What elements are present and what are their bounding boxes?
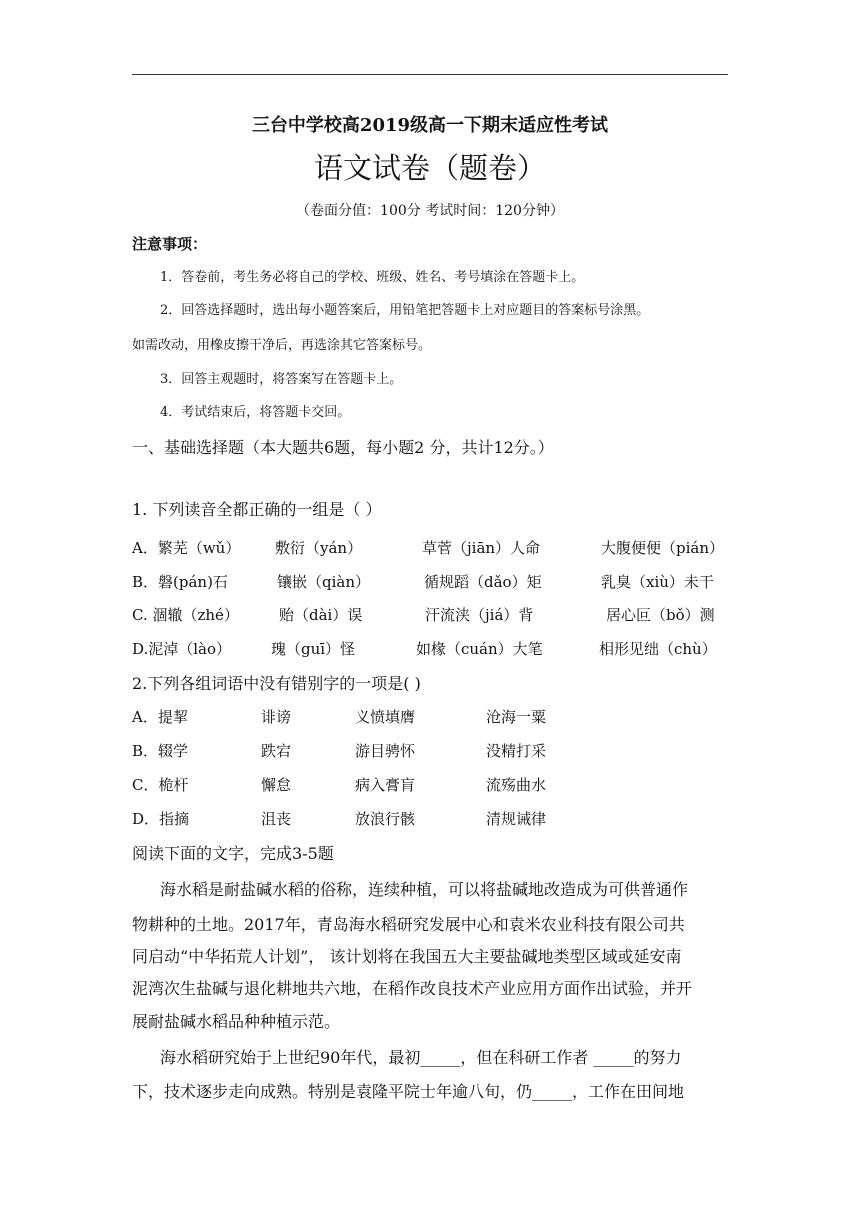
q2-option-c-3: 病入膏肓 — [355, 776, 416, 794]
q1-option-c-2: 贻（dài）误 — [279, 606, 363, 624]
q2-option-d-1: D．指摘 — [132, 810, 190, 828]
q2-option-d-3: 放浪行骸 — [355, 810, 416, 828]
q1-option-b-4: 乳臭（xiù）未干 — [601, 573, 714, 591]
q2-option-c-2: 懈怠 — [261, 776, 292, 794]
q2-option-d-2: 沮丧 — [261, 810, 292, 828]
reading-line: 海水稻研究始于上世纪90年代，最初_____，但在科研工作者 _____的努力 — [160, 1048, 682, 1067]
q2-option-b-2: 跌宕 — [261, 742, 292, 760]
q1-option-c-1: C. 涸辙（zhé） — [132, 606, 239, 624]
q1-option-c-3: 汗流浃（jiá）背 — [425, 606, 534, 624]
question-1-stem: 1. 下列读音全都正确的一组是（ ） — [132, 500, 382, 519]
reading-line: 海水稻是耐盐碱水稻的俗称，连续种植，可以将盐碱地改造成为可供普通作 — [160, 880, 689, 899]
reading-line: 展耐盐碱水稻品种种植示范。 — [132, 1012, 341, 1031]
q1-option-b-3: 循规蹈（dǎo）矩 — [424, 573, 542, 591]
notice-item-continuation: 如需改动，用橡皮擦干净后，再选涂其它答案标号。 — [132, 338, 432, 353]
q2-option-a-3: 义愤填膺 — [355, 708, 416, 726]
question-2-stem: 2.下列各组词语中没有错别字的一项是( ) — [132, 674, 421, 693]
reading-line: 下，技术逐步走向成熟。特别是袁隆平院士年逾八旬，仍_____，工作在田间地 — [132, 1082, 685, 1101]
notice-heading: 注意事项： — [132, 235, 208, 253]
reading-line: 物耕种的土地。2017年，青岛海水稻研究发展中心和袁米农业科技有限公司共 — [132, 915, 685, 934]
q1-option-a-1: A．繁芜（wǔ） — [132, 539, 241, 557]
exam-meta: （卷面分值：100分 考试时间：120分钟） — [296, 203, 564, 219]
q1-option-b-1: B．磐(pán)石 — [132, 573, 228, 591]
q2-option-c-1: C．桅杆 — [132, 776, 189, 794]
q1-option-c-4: 居心叵（bǒ）测 — [606, 606, 715, 624]
header-rule — [132, 74, 728, 75]
paper-title: 语文试卷（题卷） — [313, 151, 546, 185]
q2-option-b-1: B．辍学 — [132, 742, 189, 760]
q1-option-a-2: 敷衍（yán） — [275, 539, 363, 557]
reading-instruction: 阅读下面的文字，完成3-5题 — [132, 844, 334, 863]
q2-option-a-4: 沧海一粟 — [486, 708, 547, 726]
q2-option-c-4: 流殇曲水 — [486, 776, 547, 794]
q2-option-a-1: A．提挈 — [132, 708, 188, 726]
q2-option-b-4: 没精打采 — [486, 742, 547, 760]
q2-option-a-2: 诽谤 — [261, 708, 292, 726]
reading-line: 同启动“中华拓荒人计划”， 该计划将在我国五大主要盐碱地类型区域或延安南 — [132, 947, 682, 966]
notice-item: 3．回答主观题时，将答案写在答题卡上。 — [160, 372, 403, 387]
q2-option-b-3: 游目骋怀 — [355, 742, 416, 760]
q1-option-d-2: 瑰（guī）怪 — [271, 640, 356, 658]
q1-option-d-4: 相形见绌（chù） — [599, 640, 717, 658]
notice-item: 1．答卷前，考生务必将自己的学校、班级、姓名、考号填涂在答题卡上。 — [160, 270, 585, 285]
notice-item: 4．考试结束后，将答题卡交回。 — [160, 405, 351, 420]
q1-option-a-3: 草菅（jiān）人命 — [422, 539, 541, 557]
q1-option-d-1: D.泥淖（lào） — [132, 640, 232, 658]
q2-option-d-4: 清规诫律 — [486, 810, 547, 828]
q1-option-a-4: 大腹便便（pián） — [601, 539, 725, 557]
q1-option-b-2: 镶嵌（qiàn） — [277, 573, 371, 591]
exam-title: 三台中学校高2019级高一下期末适应性考试 — [251, 115, 609, 136]
reading-line: 泥湾次生盐碱与退化耕地共六地，在稻作改良技术产业应用方面作出试验，并开 — [132, 979, 693, 998]
notice-item: 2．回答选择题时，选出每小题答案后，用铅笔把答题卡上对应题目的答案标号涂黑。 — [160, 303, 650, 318]
section-title: 一、基础选择题（本大题共6题，每小题2 分，共计12分。） — [132, 438, 554, 457]
q1-option-d-3: 如椽（cuán）大笔 — [416, 640, 543, 658]
